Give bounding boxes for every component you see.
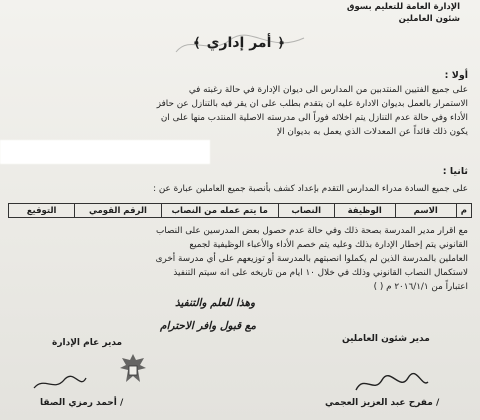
staff-table [8,203,472,218]
left-signatory-name: / أحمد رمزي الصقا [40,398,124,408]
closing-line2: مع قبول وافر الاحترام [160,320,256,332]
eagle-seal-icon [118,352,148,386]
paragraph1-line: الاستمرار بالعمل بديوان الادارة عليه ان يتقدم بطلب على ان يقر فيه بالتنازل عن حافز [156,99,468,109]
title-text: أمر إداري [206,35,272,51]
table-header-cell: الوظيفة [334,204,395,218]
table-header-cell: الرقم القومي [75,204,161,218]
bracket-left-icon: ﴿ [277,35,285,51]
table-header-cell: ما يتم عمله من النصاب [161,204,278,218]
right-signatory-name: / مفرح عبد العزيز العجمي [325,398,440,408]
paragraph1-line: على جميع الفتيين المنتدبين من المدارس الى ديوان الإدارة في حالة رغبته في [188,85,468,95]
bracket-right-icon: ﴾ [193,35,201,51]
left-signatory-title: مدير عام الإدارة [52,338,123,348]
org-header-line2: شئون العاملين [398,14,460,24]
paragraph1-line: الأداء وفي حالة عدم التنازل يتم اخلائه فوراً الى مدرسته الاصلية المنتدب منها على ان [160,113,468,123]
table-header-cell: النصاب [278,204,334,218]
signature-scribble-icon [352,372,432,396]
paragraph2-line: على جميع السادة مدراء المدارس التقدم بإعداد كشف بأنصبة جميع العاملين عبارة عن : [153,184,468,194]
closing-line1: وهذا للعلم والتنفيذ [175,297,256,309]
paragraph3-line: اعتباراً من ٢٠١٦/١/١ م ( ) [373,282,468,292]
table-row [9,204,472,218]
table-header-cell: م [456,204,471,218]
org-header-line1: الإدارة العامة للتعليم بسوق [346,2,460,12]
paragraph1-line: يكون ذلك قائداً عن المعدلات الذي يعمل به بديوان الإ [277,127,468,137]
paragraph3-line: لاستكمال النصاب القانوني وذلك في خلال ١٠ ايام من تاريخه على انه سيتم التنفيذ [173,268,468,278]
redacted-area [0,140,210,164]
table-header-cell: الاسم [395,204,456,218]
table-header-cell: التوقيع [9,204,75,218]
section-second-label: ثانيا : [442,166,468,177]
paragraph3-line: العاملين بالمدرسة الذين لم يكملوا انصبتهم بالمدرسة أو توزيعهم على أي مدرسة أخرى [155,254,468,264]
title-scribble-icon [170,30,310,58]
paragraph3-line: مع اقرار مدير المدرسة بصحة ذلك وفي حالة عدم حصول بعض المدرسين على النصاب [156,226,468,236]
signature-scribble-icon [30,372,90,394]
paragraph3-line: القانوني يتم إخطار الإدارة بذلك وعليه يتم خصم الأداء والأعباء الوظيفية لجميع [189,240,468,250]
section-first-label: أولا : [444,70,468,81]
right-signatory-title: مدير شئون العاملين [342,334,430,344]
